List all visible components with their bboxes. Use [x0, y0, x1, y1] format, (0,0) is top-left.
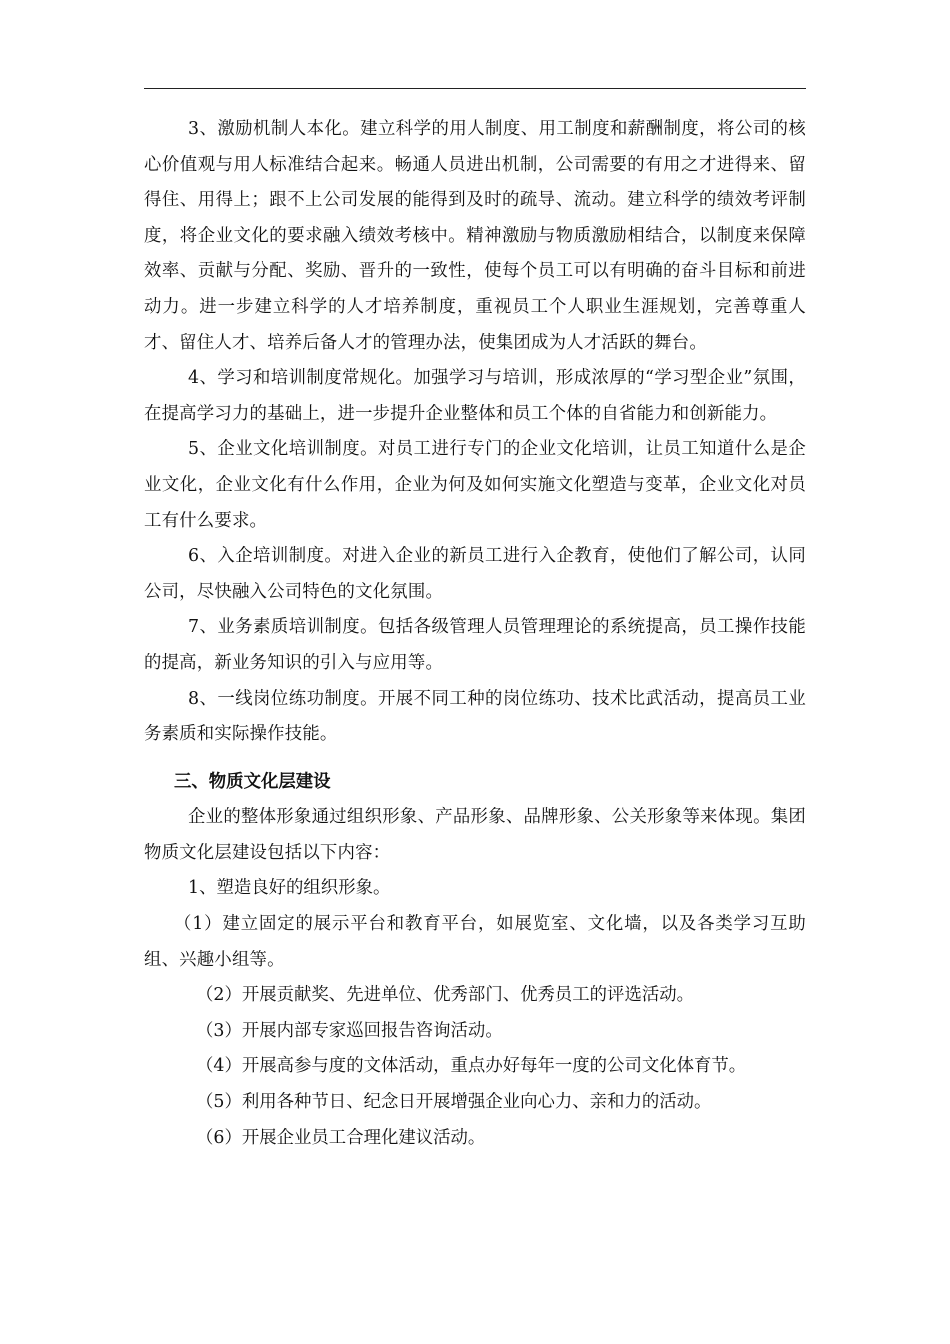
- header-rule: [144, 88, 806, 89]
- paragraph-5: 5、企业文化培训制度。对员工进行专门的企业文化培训，让员工知道什么是企业文化，企业文化有什么作用，企业为何及如何实施文化塑造与变革，企业文化对员工有什么要求。: [144, 439, 806, 531]
- paragraph-8: 8、一线岗位练功制度。开展不同工种的岗位练功、技术比武活动，提高员工业务素质和实际操作技能。: [144, 688, 806, 745]
- list-item: （5）利用各种节日、纪念日开展增强企业向心力、亲和力的活动。: [196, 1092, 712, 1113]
- section-intro: 企业的整体形象通过组织形象、产品形象、品牌形象、公关形象等来体现。集团物质文化层建设包括以下内容：: [144, 807, 806, 863]
- paragraph-7: 7、业务素质培训制度。包括各级管理人员管理理论的系统提高，员工操作技能的提高，新业务知识的引入与应用等。: [144, 617, 806, 673]
- section-heading: 三、物质文化层建设: [174, 771, 331, 792]
- sub-item-text: （1）建立固定的展示平台和教育平台，如展览室、文化墙，以及各类学习互助组、兴趣小组等。: [144, 914, 806, 970]
- paragraph-6: 6、入企培训制度。对进入企业的新员工进行入企教育，使他们了解公司，认同公司，尽快融入公司特色的文化氛围。: [144, 546, 806, 602]
- list-item: [144, 907, 806, 978]
- paragraph-3: 3、激励机制人本化。建立科学的用人制度、用工制度和薪酬制度，将公司的核心价值观与用人标准结合起来。畅通人员进出机制，公司需要的有用之才进得来、留得住、用得上；跟不上公司发展的能得到及时的疏导、流动。建立科学的绩效考评制度，将企业文化的要求融入绩效考核中。精神激励与物质激励相结合，以制度来保障效率、贡献与分配、奖励、晋升的一致性，使每个员工可以有明确的奋斗目标和前进动力。进一步建立科学的人才培养制度，重视员工个人职业生涯规划，完善尊重人才、留住人才、培养后备人才的管理办法，使集团成为人才活跃的舞台。: [144, 119, 806, 353]
- list-item: （4）开展高参与度的文体活动，重点办好每年一度的公司文化体育节。: [196, 1056, 747, 1077]
- list-item: （3）开展内部专家巡回报告咨询活动。: [196, 1020, 503, 1041]
- paragraph-4: 4、学习和培训制度常规化。加强学习与培训，形成浓厚的“学习型企业”氛围，在提高学习力的基础上，进一步提升企业整体和员工个体的自省能力和创新能力。: [144, 368, 806, 424]
- list-item: 1、塑造良好的组织形象。: [188, 878, 391, 899]
- document-body: [144, 112, 806, 1156]
- list-item: （2）开展贡献奖、先进单位、优秀部门、优秀员工的评选活动。: [196, 985, 695, 1006]
- list-item: （6）开展企业员工合理化建议活动。: [196, 1127, 486, 1148]
